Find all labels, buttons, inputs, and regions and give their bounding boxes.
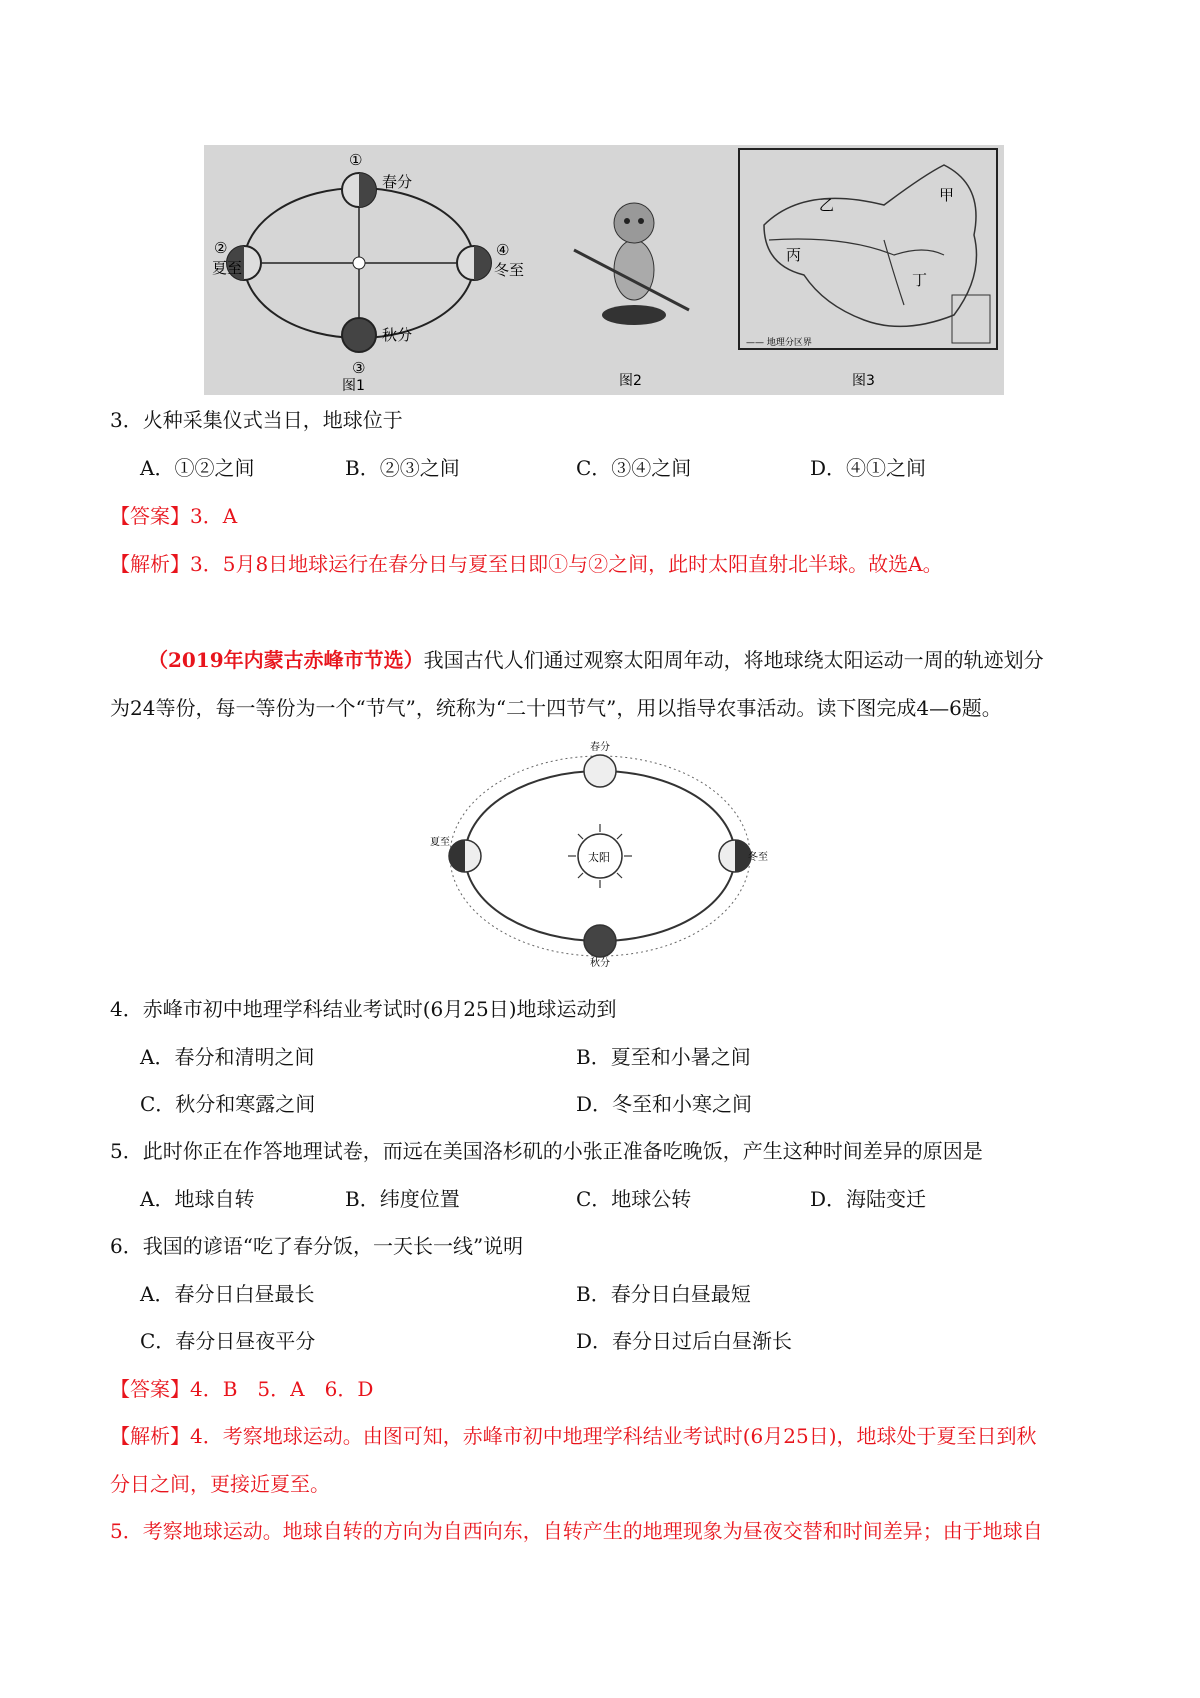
fig2-caption: 图2	[619, 373, 642, 389]
fig1-num-1: ①	[349, 151, 363, 169]
figure-strip	[204, 145, 1004, 395]
q5-option-b: B．纬度位置	[345, 1187, 460, 1211]
analysis-line-3: 5．考察地球运动。地球自转的方向为自西向东，自转产生的地理现象为昼夜交替和时间差异；由于地球自	[110, 1519, 1043, 1543]
fig1-label-autumn: 秋分	[382, 326, 413, 344]
fig2-mascot-image	[574, 203, 689, 325]
answers-4-6: 【答案】4．B 5．A 6．D	[110, 1377, 374, 1401]
analysis-line-1: 【解析】4．考察地球运动。由图可知，赤峰市初中地理学科结业考试时(6月25日)，地球处于夏至日到秋	[110, 1424, 1037, 1448]
q3-analysis: 【解析】3．5月8日地球运行在春分日与夏至日即①与②之间，此时太阳直射北半球。故选A。	[110, 552, 943, 576]
fig1-label-winter: 冬至	[494, 261, 525, 279]
q3-stem: 3．火种采集仪式当日，地球位于	[110, 408, 403, 432]
fig3-label-yi: 乙	[819, 196, 835, 214]
fig3-region-boundary-2	[884, 240, 904, 305]
orbit-earth-winter	[719, 840, 751, 872]
q5-stem: 5．此时你正在作答地理试卷，而远在美国洛杉矶的小张正准备吃晚饭，产生这种时间差异的原因是	[110, 1139, 983, 1163]
fig1-num-4: ④	[496, 241, 510, 259]
analysis-line-2: 分日之间，更接近夏至。	[110, 1472, 330, 1496]
orbit-figure	[430, 740, 770, 968]
fig1-num-2: ②	[214, 239, 228, 257]
q3-option-b: B．②③之间	[345, 456, 460, 480]
orbit-earth-autumn	[584, 925, 616, 957]
orbit-label-summer: 夏至	[430, 837, 450, 848]
q6-option-c: C．春分日昼夜平分	[140, 1329, 316, 1353]
q5-option-a: A．地球自转	[140, 1187, 255, 1211]
fig1-earth-spring	[342, 173, 376, 207]
fig3-label-ding: 丁	[912, 271, 928, 289]
fig1-caption: 图1	[342, 378, 365, 394]
q6-option-d: D．春分日过后白昼渐长	[576, 1329, 793, 1353]
fig3-caption: 图3	[852, 373, 875, 389]
fig1-label-summer: 夏至	[212, 259, 243, 277]
fig1-num-3: ③	[352, 359, 366, 377]
fig1-earth-autumn	[342, 318, 376, 352]
fig3-label-jia: 甲	[939, 186, 955, 204]
q3-option-a: A．①②之间	[140, 456, 255, 480]
orbit-figure-svg	[430, 740, 770, 968]
intro-text-1: 我国古代人们通过观察太阳周年动，将地球绕太阳运动一周的轨迹划分	[423, 648, 1044, 672]
orbit-earth-summer	[449, 840, 481, 872]
q4-option-a: A．春分和清明之间	[140, 1045, 315, 1069]
q4-option-c: C．秋分和寒露之间	[140, 1092, 316, 1116]
q6-stem: 6．我国的谚语“吃了春分饭，一天长一线”说明	[110, 1234, 524, 1258]
q4-stem: 4．赤峰市初中地理学科结业考试时(6月25日)地球运动到	[110, 997, 617, 1021]
fig3-legend: —— 地理分区界	[746, 338, 812, 348]
intro-text-2: 为24等份，每一等份为一个“节气”，统称为“二十四节气”，用以指导农事活动。读下图完成4—6题。	[110, 696, 1002, 720]
q6-option-a: A．春分日白昼最长	[140, 1282, 315, 1306]
q4-option-d: D．冬至和小寒之间	[576, 1092, 753, 1116]
q5-option-d: D．海陆变迁	[810, 1187, 927, 1211]
fig1-label-spring: 春分	[382, 173, 413, 191]
orbit-earth-spring	[584, 755, 616, 787]
q3-option-c: C．③④之间	[576, 456, 692, 480]
orbit-label-autumn: 秋分	[590, 958, 610, 968]
fig1-sun-icon	[353, 257, 365, 269]
figure-strip-svg	[204, 145, 1004, 395]
fig3-label-bing: 丙	[786, 246, 802, 264]
intro-source: （2019年内蒙古赤峰市节选）	[148, 648, 424, 672]
q4-option-b: B．夏至和小暑之间	[576, 1045, 751, 1069]
orbit-sun-label: 太阳	[588, 851, 610, 864]
q3-option-d: D．④①之间	[810, 456, 927, 480]
fig1-earth-winter	[457, 246, 491, 280]
q3-answer: 【答案】3．A	[110, 504, 238, 528]
q6-option-b: B．春分日白昼最短	[576, 1282, 751, 1306]
intro-line-1	[148, 647, 1044, 673]
fig3-frame	[739, 149, 997, 349]
orbit-label-spring: 春分	[590, 742, 610, 753]
fig3-inset	[952, 295, 990, 343]
q5-option-c: C．地球公转	[576, 1187, 692, 1211]
orbit-label-winter: 冬至	[748, 852, 768, 863]
